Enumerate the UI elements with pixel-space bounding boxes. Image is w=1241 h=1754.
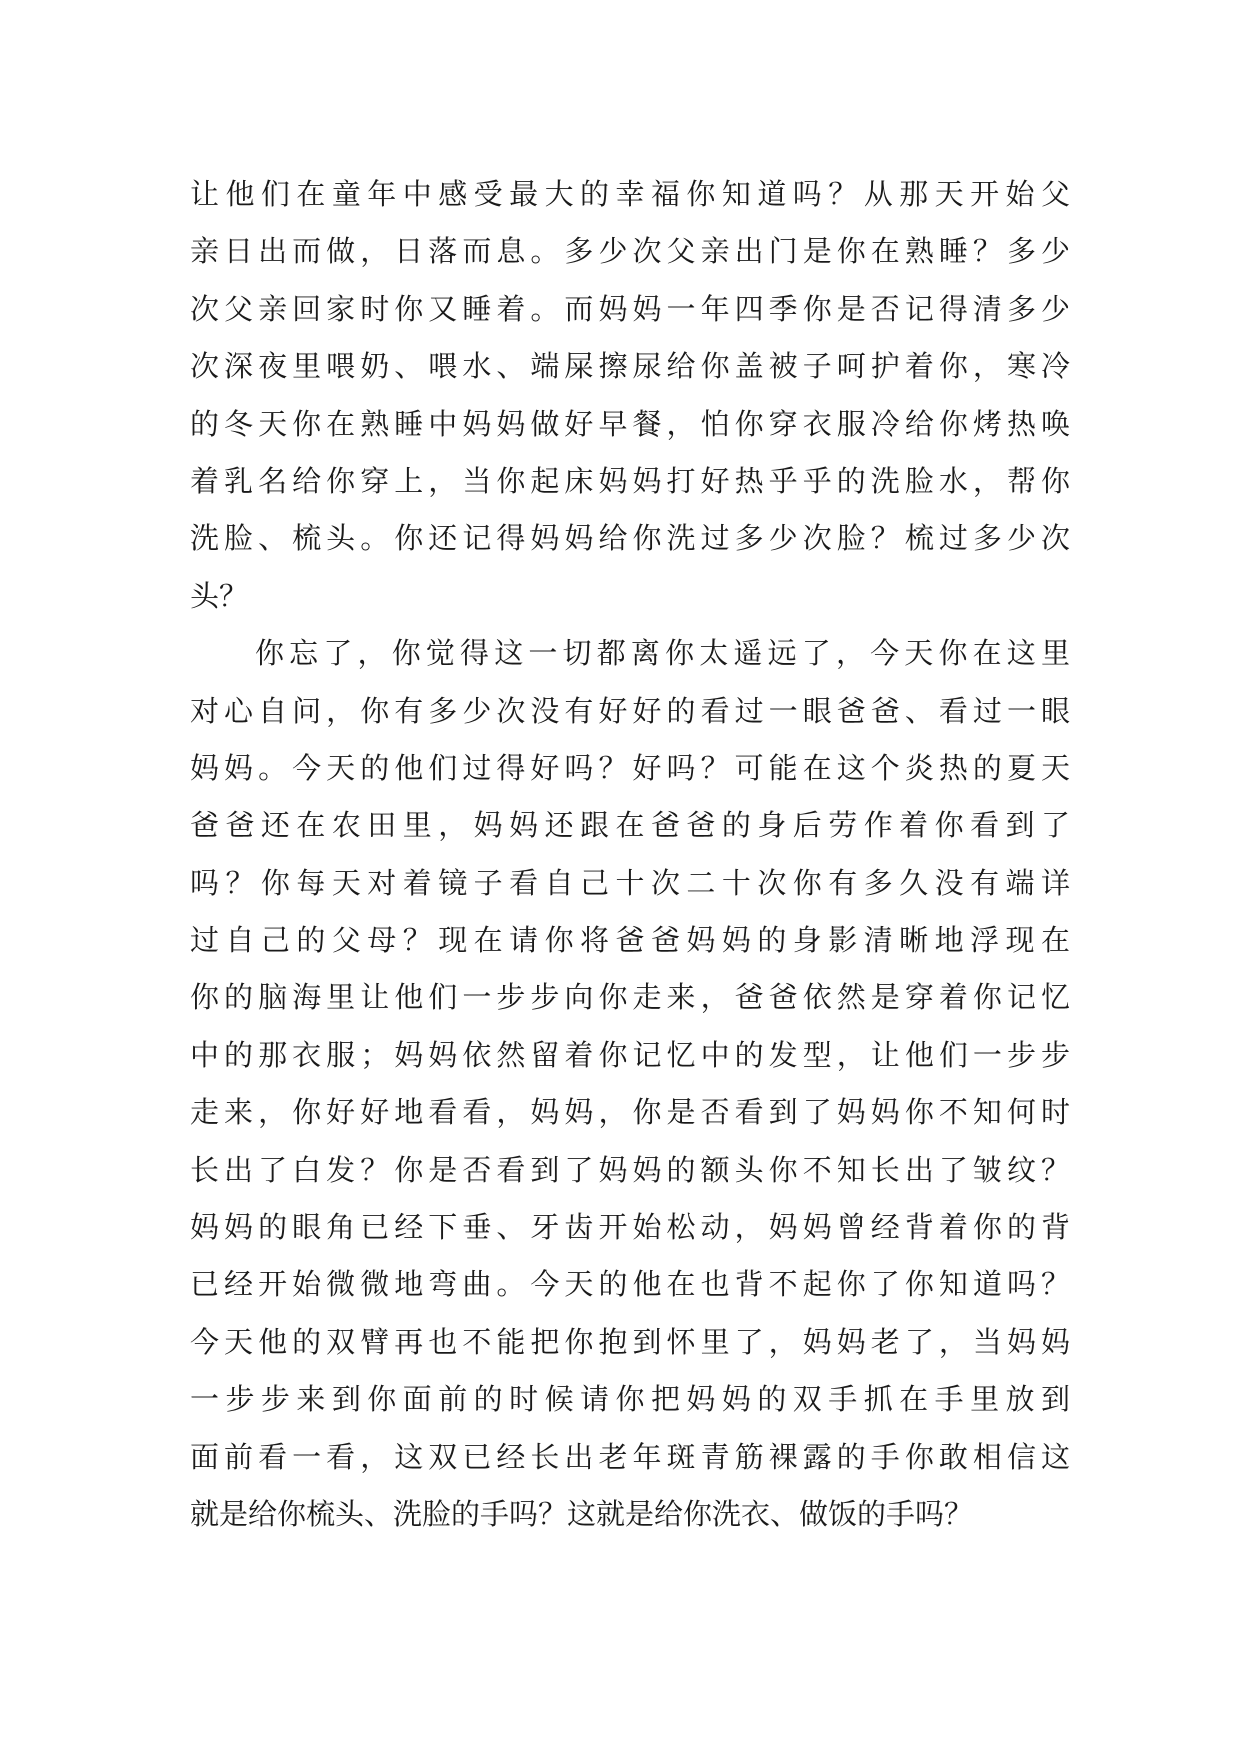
text-line: 你的脑海里让他们一步步向你走来，爸爸依然是穿着你记忆 [190,980,1070,1015]
text-line: 着乳名给你穿上，当你起床妈妈打好热乎乎的洗脸水，帮你 [190,463,1070,498]
text-line: 面前看一看，这双已经长出老年斑青筋裸露的手你敢相信这 [190,1439,1070,1474]
text-line: 爸爸还在农田里，妈妈还跟在爸爸的身后劳作着你看到了 [190,808,1070,843]
text-line: 的冬天你在熟睡中妈妈做好早餐，怕你穿衣服冷给你烤热唤 [190,406,1070,441]
text-line: 今天他的双臂再也不能把你抱到怀里了，妈妈老了，当妈妈 [190,1324,1070,1359]
text-line: 妈妈。今天的他们过得好吗？好吗？可能在这个炎热的夏天 [190,750,1070,785]
text-line: 次父亲回家时你又睡着。而妈妈一年四季你是否记得清多少 [190,291,1070,326]
text-line: 亲日出而做，日落而息。多少次父亲出门是你在熟睡？多少 [190,234,1070,269]
text-line: 妈妈的眼角已经下垂、牙齿开始松动，妈妈曾经背着你的背 [190,1210,1070,1245]
text-line: 头？ [190,578,249,613]
text-line: 过自己的父母？现在请你将爸爸妈妈的身影清晰地浮现在 [190,923,1070,958]
text-line: 已经开始微微地弯曲。今天的他在也背不起你了你知道吗？ [190,1267,1070,1302]
text-line: 吗？你每天对着镜子看自己十次二十次你有多久没有端详 [190,865,1070,900]
text-line: 让他们在童年中感受最大的幸福你知道吗？从那天开始父 [190,177,1070,211]
body-text [190,166,1070,1543]
text-line: 对心自问，你有多少次没有好好的看过一眼爸爸、看过一眼 [190,693,1070,728]
text-line: 走来，你好好地看看，妈妈，你是否看到了妈妈你不知何时 [190,1095,1070,1130]
paragraph-first-line: 你忘了，你觉得这一切都离你太遥远了，今天你在这里 [255,636,1070,671]
text-line: 洗脸、梳头。你还记得妈妈给你洗过多少次脸？梳过多少次 [190,521,1070,556]
text-line: 就是给你梳头、洗脸的手吗？这就是给你洗衣、做饭的手吗？ [190,1496,974,1531]
text-line: 中的那衣服；妈妈依然留着你记忆中的发型，让他们一步步 [190,1037,1070,1072]
text-line: 长出了白发？你是否看到了妈妈的额头你不知长出了皱纹？ [190,1152,1070,1187]
text-line: 次深夜里喂奶、喂水、端屎擦尿给你盖被子呵护着你，寒冷 [190,349,1070,384]
text-line: 一步步来到你面前的时候请你把妈妈的双手抓在手里放到 [190,1382,1070,1417]
